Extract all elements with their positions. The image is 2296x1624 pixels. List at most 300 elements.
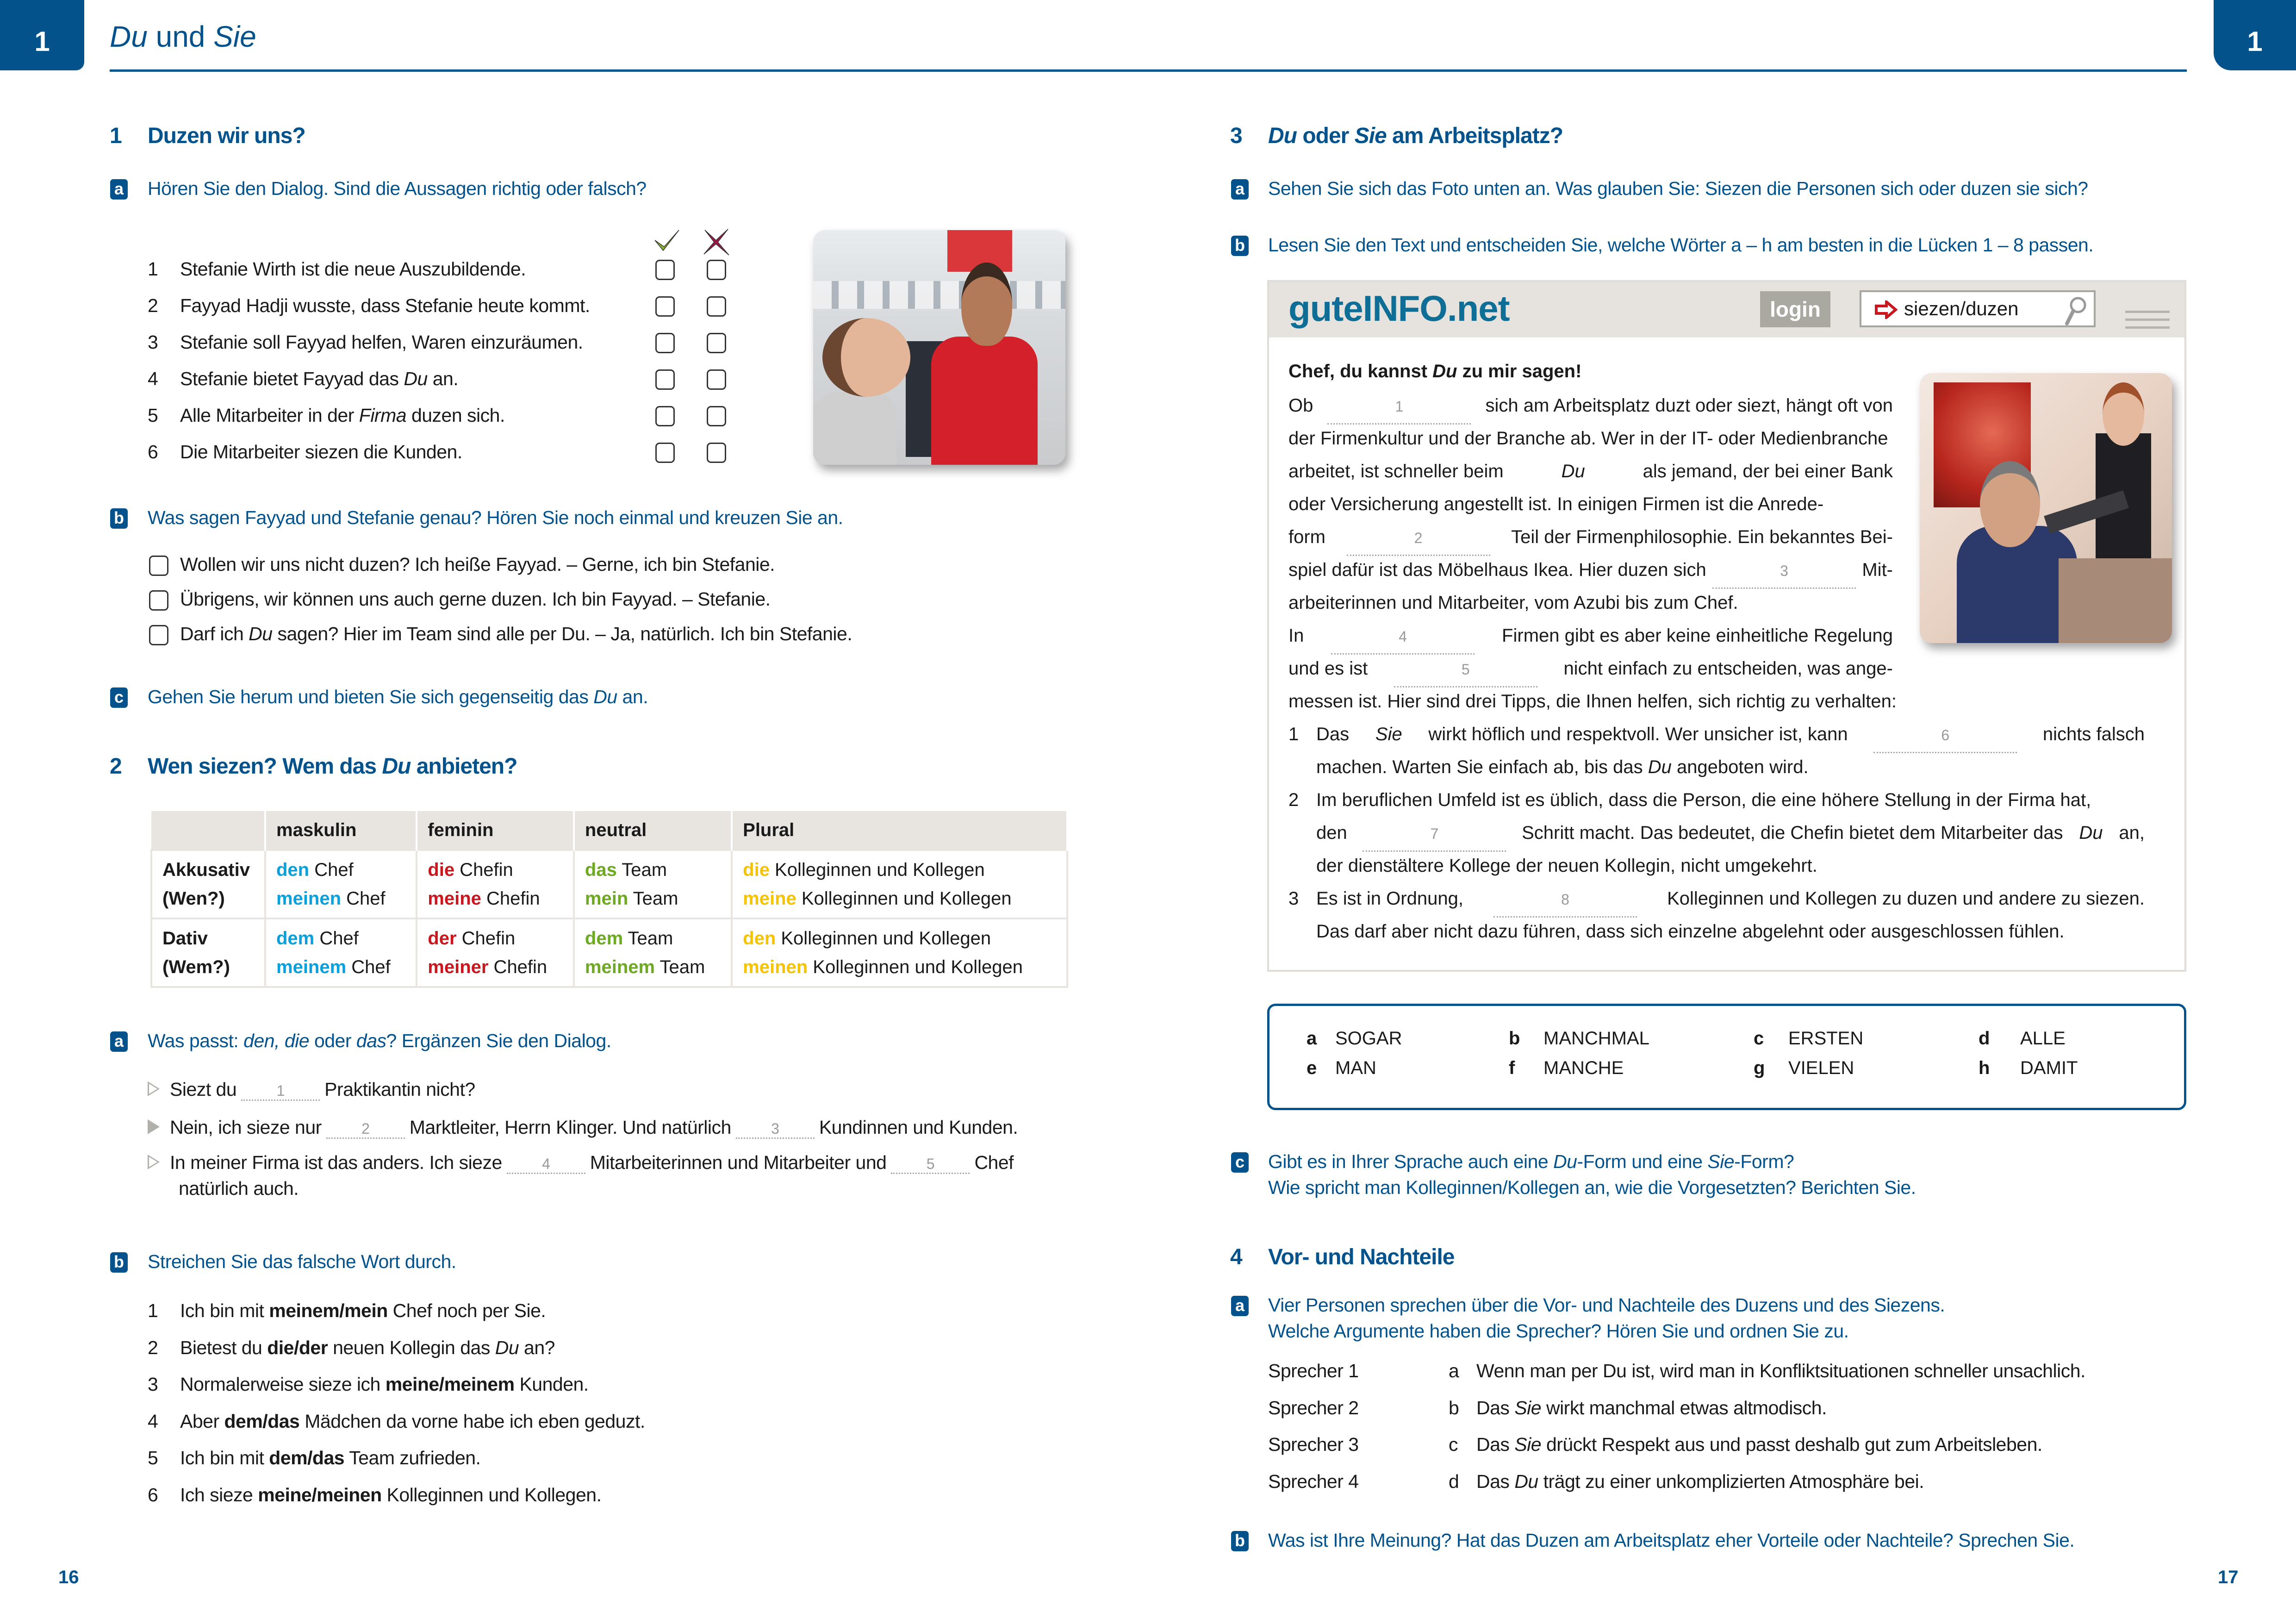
argument-letter: d	[1449, 1470, 1459, 1492]
text-emphasis: Du	[249, 623, 273, 644]
text-part: Ich sieze	[180, 1484, 258, 1505]
task-badge-b: b	[110, 508, 128, 529]
photo-man-shirt	[931, 337, 1038, 465]
text-part: Kolleginnen und Kollegen.	[381, 1484, 602, 1505]
table-cell	[417, 850, 574, 918]
speaker-label: Sprecher 1	[1268, 1360, 1359, 1381]
text-part: In	[1288, 625, 1304, 646]
section3-heading	[1230, 123, 1563, 149]
true-checkbox[interactable]	[655, 406, 675, 426]
article-word: dem	[276, 928, 315, 949]
dialog-option	[180, 623, 852, 645]
text-part: Es ist in Ordnung,	[1316, 888, 1463, 909]
article-line	[1288, 422, 1893, 455]
text-part: Ob	[1288, 395, 1313, 416]
choice-letter: b	[1509, 1028, 1520, 1049]
task-badge-b: b	[110, 1252, 128, 1273]
table-row	[151, 850, 1067, 918]
choice-word: MANCHMAL	[1543, 1028, 1649, 1049]
word-choice-g[interactable]	[1754, 1058, 1854, 1079]
chapter-tab-left	[0, 0, 84, 70]
false-checkbox[interactable]	[707, 369, 726, 390]
true-checkbox[interactable]	[655, 443, 675, 463]
text-part: Fayyad Hadji wusste, dass Stefanie heute kommt.	[180, 295, 590, 316]
false-checkbox[interactable]	[707, 443, 726, 463]
true-checkbox[interactable]	[655, 260, 675, 280]
article-word: meinen	[276, 888, 342, 909]
dialog-line	[148, 1117, 1018, 1139]
text-part: Darf ich	[180, 623, 249, 644]
cell-line	[743, 924, 1056, 953]
word-choice[interactable]: die/der	[267, 1337, 328, 1358]
statement-number: 6	[148, 441, 158, 462]
choice-letter: a	[1307, 1028, 1317, 1049]
photo-laptop	[2059, 558, 2172, 643]
text-part: angeboten wird.	[1671, 757, 1809, 777]
chapter-title	[110, 19, 256, 54]
noun: Chefin	[488, 957, 548, 977]
article-word: dem	[585, 928, 623, 949]
text-part: an?	[519, 1337, 555, 1358]
article-line	[1316, 784, 2145, 817]
speaker-b-icon	[148, 1119, 160, 1134]
store-photo	[813, 230, 1065, 465]
article-word: meine	[743, 888, 796, 909]
case-name: Akkusativ	[162, 860, 250, 880]
strike-item	[148, 1300, 546, 1322]
dialog-text: Praktikantin nicht?	[324, 1079, 475, 1100]
task-badge-a: a	[110, 1031, 128, 1052]
task-4b-instruction: Was ist Ihre Meinung? Hat das Duzen am Arbeitsplatz eher Vorteile oder Nachteile? Sprechen Sie.	[1268, 1530, 2075, 1551]
login-label: login	[1770, 297, 1821, 321]
blank-gap-5[interactable]: 5	[891, 1156, 970, 1174]
table-cell	[732, 850, 1067, 918]
task-badge-b: b	[1231, 236, 1249, 256]
statement-number: 5	[148, 405, 158, 426]
dialog-line	[148, 1079, 475, 1101]
table-cell	[265, 918, 417, 987]
article-word: meine	[428, 888, 481, 909]
noun: Chefin	[454, 860, 513, 880]
dialog-text: Mitarbeiterinnen und Mitarbeiter und	[590, 1152, 887, 1173]
article-word: die	[743, 860, 770, 880]
text-part: Kunden.	[514, 1374, 589, 1395]
text-part: Aber	[180, 1410, 224, 1432]
false-checkbox[interactable]	[707, 406, 726, 426]
choice-word: DAMIT	[2020, 1058, 2078, 1078]
article-line	[1316, 751, 2145, 784]
text-emphasis: Du	[1514, 1470, 1538, 1492]
text-part: Mädchen da vorne habe ich eben geduzt.	[299, 1410, 645, 1432]
word-choice-box	[1267, 1004, 2186, 1110]
dialog-text: Chef	[974, 1152, 1014, 1173]
argument-letter: b	[1449, 1397, 1459, 1418]
word-choice[interactable]: dem/das	[224, 1410, 300, 1432]
blank-gap-3[interactable]: 3	[736, 1120, 815, 1139]
noun: Chef	[346, 957, 391, 977]
text-emphasis: Sie	[1375, 724, 1402, 744]
article-word: der	[428, 928, 457, 949]
text-part: Ich bin mit	[180, 1300, 269, 1321]
text-part: wirkt manchmal etwas altmodisch.	[1541, 1397, 1827, 1418]
task-1b-instruction: Was sagen Fayyad und Stefanie genau? Hören Sie noch einmal und kreuzen Sie an.	[148, 507, 843, 528]
speaker-label: Sprecher 3	[1268, 1434, 1359, 1455]
task-3c-instruction-line2: Wie spricht man Kolleginnen/Kollegen an, wie die Vorgesetzten? Berichten Sie.	[1268, 1177, 1916, 1198]
article-line	[1316, 849, 2145, 882]
text-part: Das darf aber nicht dazu führen, dass sich einzelne abgelehnt oder ausgeschlossen fühlen.	[1316, 921, 2065, 942]
cell-line	[428, 924, 563, 953]
text-part: machen. Warten Sie einfach ab, bis das	[1316, 757, 1648, 777]
word-choice-f[interactable]	[1509, 1058, 1624, 1079]
noun: Kolleginnen und Kollegen	[796, 888, 1012, 909]
noun: Chef	[314, 928, 359, 949]
page-number-right: 17	[2218, 1567, 2239, 1587]
noun: Kolleginnen und Kollegen	[776, 928, 991, 949]
text-part: der Firmenkultur und der Branche ab. Wer in der IT- oder Medienbranche	[1288, 428, 1888, 449]
statement-row	[148, 295, 590, 317]
tip-number: 1	[1288, 724, 1299, 744]
blank-gap-2[interactable]: 2	[1347, 522, 1490, 556]
cell-line	[585, 856, 721, 884]
section-title: Wen siezen? Wem das	[148, 754, 382, 779]
search-input[interactable]	[1860, 290, 2096, 327]
text-emphasis: Du	[1648, 757, 1672, 777]
case-question: (Wen?)	[162, 888, 225, 909]
word-choice[interactable]: meine/meinem	[385, 1374, 515, 1395]
word-choice[interactable]: meine/meinen	[258, 1484, 382, 1505]
text-part: sagen? Hier im Team sind alle per Du. – Ja, natürlich. Ich bin Stefanie.	[272, 623, 852, 644]
argument-item	[1449, 1360, 2085, 1382]
text-part: Das	[1476, 1434, 1515, 1455]
text-emphasis: Sie	[1514, 1434, 1542, 1455]
photo-machines	[813, 281, 1065, 309]
text-part: an,	[2114, 823, 2145, 843]
option-checkbox[interactable]	[149, 556, 168, 576]
text-emphasis: Du	[495, 1337, 519, 1358]
dialog-text: In meiner Firma ist das anders. Ich sieze	[170, 1152, 502, 1173]
statement-row	[148, 441, 462, 463]
section-title-mid: oder	[1296, 124, 1355, 148]
section-number: 4	[1230, 1245, 1242, 1269]
hamburger-menu-icon[interactable]	[2125, 311, 2170, 329]
text-part: arbeitet, ist schneller beim	[1288, 461, 1509, 481]
search-value: siezen/duzen	[1904, 298, 2019, 319]
text-emphasis: Sie	[1514, 1397, 1542, 1418]
argument-letter: a	[1449, 1360, 1459, 1381]
cell-line	[276, 924, 405, 953]
website-mockup	[1267, 280, 2186, 972]
section-number: 3	[1230, 124, 1242, 148]
case-label	[151, 918, 265, 987]
statement-number: 2	[148, 295, 158, 316]
text-part: Mit-	[1862, 560, 1893, 580]
cell-line	[585, 953, 721, 981]
task-badge-c: c	[110, 687, 128, 708]
table-header-row	[151, 811, 1067, 850]
task-badge-c: c	[1231, 1152, 1249, 1173]
noun: Team	[628, 888, 678, 909]
choice-letter: f	[1509, 1058, 1515, 1078]
text-part: Wollen wir uns nicht duzen? Ich heiße Fayyad. – Gerne, ich bin Stefanie.	[180, 554, 775, 575]
choice-word: ALLE	[2020, 1028, 2066, 1049]
text-emphasis: Du	[404, 368, 428, 389]
blank-gap-2[interactable]: 2	[326, 1120, 405, 1139]
text-part: Chef noch per Sie.	[387, 1300, 546, 1321]
blank-gap-6[interactable]: 6	[1873, 719, 2017, 753]
strike-item	[148, 1447, 480, 1469]
text-emphasis: Firma	[359, 405, 407, 426]
section1-heading	[110, 123, 305, 149]
text-part: Wenn man per Du ist, wird man in Konfliktsituationen schneller unsachlich.	[1476, 1360, 2085, 1381]
noun: Team	[616, 860, 667, 880]
text-part: Das	[1316, 724, 1355, 744]
choice-letter: c	[1754, 1028, 1764, 1049]
table-cell	[732, 918, 1067, 987]
choice-word: MAN	[1335, 1058, 1376, 1078]
article-line	[1316, 915, 2145, 948]
option-checkbox[interactable]	[149, 590, 168, 611]
speaker-label: Sprecher 2	[1268, 1397, 1359, 1418]
section-title-post: anbieten?	[411, 754, 517, 779]
text-part: Im beruflichen Umfeld ist es üblich, dass die Person, die eine höhere Stellung in der Firma hat,	[1316, 790, 2091, 810]
article-line	[1288, 521, 1893, 556]
statement-number: 3	[148, 331, 158, 353]
table-cell	[574, 918, 732, 987]
word-choice-e[interactable]	[1307, 1058, 1376, 1079]
text-part: wirkt höflich und respektvoll. Wer unsicher ist, kann	[1423, 724, 1848, 744]
true-checkbox[interactable]	[655, 369, 675, 390]
task-badge-a: a	[1231, 1296, 1249, 1316]
word-choice[interactable]: meinem/mein	[269, 1300, 388, 1321]
noun: Chef	[341, 888, 386, 909]
text-part: den	[1316, 823, 1347, 843]
article-line	[1288, 587, 1893, 619]
tip-number: 3	[1288, 888, 1299, 909]
text-part: Bietest du	[180, 1337, 268, 1358]
false-checkbox[interactable]	[707, 333, 726, 353]
text-part: oder Versicherung angestellt ist. In einigen Firmen ist die Anrede-	[1288, 494, 1824, 514]
dialog-text: Nein, ich sieze nur	[170, 1117, 322, 1138]
login-button[interactable]	[1760, 291, 1830, 327]
article-line	[1288, 455, 1893, 488]
dialog-option	[180, 588, 771, 610]
false-checkbox[interactable]	[707, 296, 726, 317]
noun: Kolleginnen und Kollegen	[769, 860, 985, 880]
text-part: Das	[1476, 1397, 1515, 1418]
strike-item	[148, 1374, 589, 1395]
table-header-cell	[151, 811, 265, 850]
photo-man-face	[1980, 461, 2040, 547]
task-badge-a: a	[110, 179, 128, 200]
choice-letter: d	[1979, 1028, 1990, 1049]
item-number: 5	[148, 1447, 158, 1468]
choice-letter: e	[1307, 1058, 1317, 1078]
photo-woman-body	[813, 392, 896, 465]
noun: Chef	[309, 860, 354, 880]
article-line	[1288, 652, 1893, 687]
task-1a-instruction: Hören Sie den Dialog. Sind die Aussagen richtig oder falsch?	[148, 178, 647, 199]
word-choice-c[interactable]	[1754, 1028, 1863, 1049]
argument-item	[1449, 1397, 1827, 1419]
task-3b-instruction: Lesen Sie den Text und entscheiden Sie, welche Wörter a – h am besten in die Lücken 1 – 8 passen.	[1268, 234, 2094, 256]
article-word: meinem	[585, 957, 655, 977]
task-2b-instruction: Streichen Sie das falsche Wort durch.	[148, 1251, 456, 1272]
check-icon	[654, 229, 680, 252]
item-number: 1	[148, 1300, 158, 1321]
blank-gap-4[interactable]: 4	[507, 1156, 585, 1174]
photo-man-head	[961, 262, 1012, 346]
text-part: messen ist. Hier sind drei Tipps, die Ihnen helfen, sich richtig zu verhalten:	[1288, 691, 1897, 712]
blank-gap-4[interactable]: 4	[1331, 620, 1475, 655]
cell-line	[276, 856, 405, 884]
header-rule	[110, 69, 2187, 72]
text-part: Stefanie bietet Fayyad das	[180, 368, 404, 389]
text-part: der dienstältere Kollege der neuen Kollegin, nicht umgekehrt.	[1316, 856, 1817, 876]
true-checkbox[interactable]	[655, 333, 675, 353]
text-part: spiel dafür ist das Möbelhaus Ikea. Hier duzen sich	[1288, 560, 1706, 580]
article-line	[1316, 882, 2145, 918]
text-part: form	[1288, 527, 1325, 547]
article-word: meinen	[743, 957, 808, 977]
text-part: Ich bin mit	[180, 1447, 269, 1468]
task-2a-instruction: Was passt: den, die oder das? Ergänzen Sie den Dialog.	[148, 1030, 611, 1051]
text-part: Das	[1476, 1470, 1515, 1492]
article-title: Chef, du kannst Du zu mir sagen!	[1288, 361, 1582, 381]
article-word: den	[743, 928, 776, 949]
blank-gap-8[interactable]: 8	[1493, 883, 1637, 918]
blank-gap-7[interactable]: 7	[1363, 818, 1506, 852]
true-checkbox[interactable]	[655, 296, 675, 317]
option-checkbox[interactable]	[149, 625, 168, 645]
photo-woman-face	[2103, 382, 2144, 446]
cell-line	[276, 884, 405, 913]
task-4a-instruction-line1: Vier Personen sprechen über die Vor- und Nachteile des Duzens und des Siezens.	[1268, 1294, 1945, 1316]
false-checkbox[interactable]	[707, 260, 726, 280]
noun: Team	[623, 928, 673, 949]
task-badge-a: a	[1231, 179, 1249, 200]
chapter-number: 1	[2247, 26, 2263, 57]
cell-line	[276, 953, 405, 981]
site-logo[interactable]: guteINFO.net	[1288, 288, 1510, 329]
word-choice-d[interactable]	[1979, 1028, 2066, 1049]
statement-row	[148, 331, 583, 353]
blank-gap-1[interactable]: 1	[241, 1082, 320, 1101]
noun: Team	[655, 957, 705, 977]
text-part: Alle Mitarbeiter in der	[180, 405, 359, 426]
tip-number: 2	[1288, 790, 1299, 810]
magnifier-icon[interactable]	[2064, 296, 2087, 325]
table-header-cell: Plural	[732, 811, 1067, 850]
cell-line	[743, 884, 1056, 913]
choice-word: MANCHE	[1543, 1058, 1624, 1078]
chapter-tab-right	[2214, 0, 2296, 70]
task-3a-instruction: Sehen Sie sich das Foto unten an. Was glauben Sie: Siezen die Personen sich oder duzen sie sich?	[1268, 178, 2088, 199]
article-line	[1288, 389, 1893, 425]
item-number: 3	[148, 1374, 158, 1395]
text-part: als jemand, der bei einer Bank	[1637, 461, 1893, 481]
task-badge-b: b	[1231, 1531, 1249, 1551]
article-line	[1288, 619, 1893, 655]
strike-item	[148, 1484, 601, 1506]
text-part: Teil der Firmenphilosophie. Ein bekanntes Bei-	[1511, 527, 1893, 547]
cell-line	[585, 924, 721, 953]
speaker-a-icon	[148, 1155, 160, 1169]
blank-gap-3[interactable]: 3	[1712, 555, 1856, 589]
noun: Kolleginnen und Kollegen	[808, 957, 1023, 977]
table-cell	[265, 850, 417, 918]
section-title-du: Du	[1268, 124, 1297, 148]
text-part: Übrigens, wir können uns auch gerne duzen. Ich bin Fayyad. – Stefanie.	[180, 588, 771, 610]
word-choice-b[interactable]	[1509, 1028, 1649, 1049]
word-choice-a[interactable]	[1307, 1028, 1402, 1049]
statement-number: 4	[148, 368, 158, 389]
statement-number: 1	[148, 258, 158, 280]
choice-letter: h	[1979, 1058, 1990, 1078]
arrow-right-icon	[1874, 300, 1898, 319]
argument-letter: c	[1449, 1434, 1458, 1455]
statement-row	[148, 258, 526, 280]
photo-woman-head	[822, 318, 910, 397]
cell-line	[428, 884, 563, 913]
text-part: trägt zu einer unkomplizierten Atmosphäre bei.	[1538, 1470, 1924, 1492]
article-word: die	[428, 860, 455, 880]
text-part: nichts falsch	[2042, 724, 2145, 744]
word-choice-h[interactable]	[1979, 1058, 2078, 1079]
cross-icon	[702, 228, 730, 256]
grammar-table	[150, 811, 1068, 988]
speaker-label: Sprecher 4	[1268, 1470, 1359, 1492]
text-part: Stefanie Wirth ist die neue Auszubildende.	[180, 258, 526, 280]
statement-row	[148, 368, 458, 390]
word-choice[interactable]: dem/das	[269, 1447, 345, 1468]
chapter-title-sie: Sie	[213, 20, 256, 53]
cell-line	[743, 856, 1056, 884]
case-question: (Wem?)	[162, 957, 230, 977]
task-1c-instruction: Gehen Sie herum und bieten Sie sich gegenseitig das Du an.	[148, 686, 648, 707]
table-cell	[417, 918, 574, 987]
article-line	[1316, 718, 2145, 753]
table-header-cell: neutral	[574, 811, 732, 850]
page-number-left: 16	[58, 1567, 79, 1587]
text-part: Kolleginnen und Kollegen zu duzen und andere zu siezen.	[1667, 888, 2145, 909]
article-word: den	[276, 860, 310, 880]
section-title-em: Du	[382, 754, 411, 779]
article-line	[1288, 554, 1893, 589]
item-number: 6	[148, 1484, 158, 1505]
section-title: Duzen wir uns?	[148, 124, 305, 148]
dialog-option	[180, 554, 775, 575]
section-title-sie: Sie	[1354, 124, 1387, 148]
article-word: mein	[585, 888, 628, 909]
blank-gap-1[interactable]: 1	[1327, 390, 1471, 425]
strike-item	[148, 1337, 555, 1359]
text-part: Firmen gibt es aber keine einheitliche Regelung	[1502, 625, 1893, 646]
task-4a-instruction-line2: Welche Argumente haben die Sprecher? Hören Sie und ordnen Sie zu.	[1268, 1320, 1849, 1342]
table-row	[151, 918, 1067, 987]
text-part: Normalerweise sieze ich	[180, 1374, 386, 1395]
blank-gap-5[interactable]: 5	[1394, 653, 1537, 687]
text-part: sich am Arbeitsplatz duzt oder siezt, hängt oft von	[1485, 395, 1893, 416]
article-word: meiner	[428, 957, 489, 977]
section4-heading	[1230, 1244, 1455, 1270]
text-part: Team zufrieden.	[344, 1447, 481, 1468]
website-header	[1269, 282, 2184, 337]
section-number: 2	[110, 754, 122, 779]
cell-line	[585, 884, 721, 913]
text-part: arbeiterinnen und Mitarbeiter, vom Azubi bis zum Chef.	[1288, 593, 1738, 613]
dialog-text: Kundinnen und Kunden.	[819, 1117, 1018, 1138]
item-number: 4	[148, 1410, 158, 1432]
